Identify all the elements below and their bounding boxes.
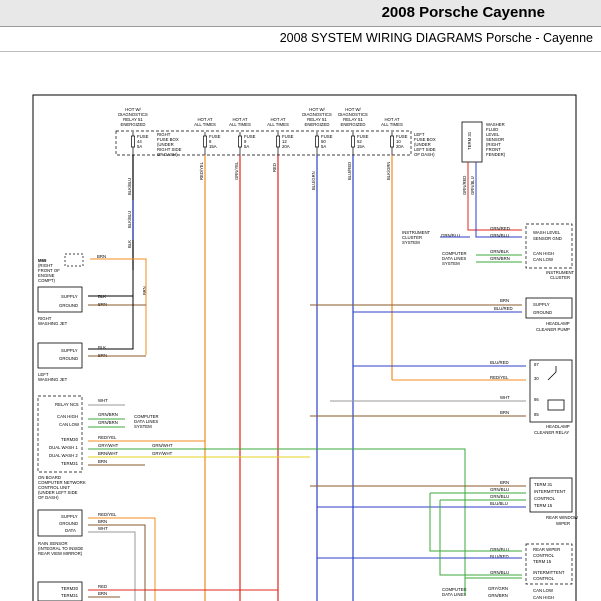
- fuse-rating-label: 52: [357, 139, 362, 144]
- svg-text:BLU/GRN: BLU/GRN: [311, 171, 316, 190]
- svg-text:85: 85: [534, 412, 539, 417]
- fuse-rating-label: 20A: [282, 144, 290, 149]
- fuse-rating-label: 5A: [137, 144, 143, 149]
- svg-text:GROUND: GROUND: [59, 303, 79, 308]
- svg-text:BRN: BRN: [500, 480, 510, 485]
- wiper-ctrl-wires: [317, 493, 522, 595]
- fuse-source-label: HOT W/: [345, 107, 361, 112]
- svg-text:CAN HIGH: CAN HIGH: [533, 595, 555, 600]
- fuse-symbol: [352, 132, 355, 155]
- svg-text:FLUID: FLUID: [486, 127, 499, 132]
- svg-text:CONTROL: CONTROL: [533, 576, 555, 581]
- svg-text:TERM31: TERM31: [61, 461, 78, 466]
- svg-text:SYSTEM: SYSTEM: [134, 424, 152, 429]
- svg-text:RELAY NC5: RELAY NC5: [55, 402, 79, 407]
- svg-text:DUAL WASH 1: DUAL WASH 1: [49, 445, 78, 450]
- fuse-source-label: RELAY 51: [307, 117, 327, 122]
- svg-text:GRY/WHT: GRY/WHT: [98, 443, 119, 448]
- svg-text:BRN: BRN: [97, 254, 107, 259]
- svg-text:WASHING JET: WASHING JET: [38, 377, 68, 382]
- svg-text:DATA LINES: DATA LINES: [134, 419, 159, 424]
- svg-text:GRN/YEL: GRN/YEL: [234, 161, 239, 180]
- svg-text:LEFT: LEFT: [38, 372, 49, 377]
- svg-text:GROUND: GROUND: [59, 356, 79, 361]
- svg-text:GRN/BRN: GRN/BRN: [490, 256, 510, 261]
- fuse-source-label: RELAY 51: [343, 117, 363, 122]
- fuse-source-label: ALL TIMES: [381, 122, 403, 127]
- svg-text:CLUSTER: CLUSTER: [402, 235, 423, 240]
- svg-text:GRN/RED: GRN/RED: [462, 175, 467, 195]
- svg-text:M65: M65: [38, 258, 47, 263]
- svg-text:WHT: WHT: [98, 526, 108, 531]
- svg-text:BLK/BLU: BLK/BLU: [127, 177, 132, 195]
- svg-text:TERM 31: TERM 31: [534, 482, 553, 487]
- svg-text:LEFT: LEFT: [414, 132, 425, 137]
- svg-text:ENGINE: ENGINE: [38, 273, 55, 278]
- instrument-cluster: [402, 224, 575, 280]
- fuse-source-label: DIAGNOSTICS: [338, 112, 368, 117]
- fuse-rating-label: 5A: [244, 144, 250, 149]
- fuse-source-label: HOT AT: [197, 117, 213, 122]
- svg-text:OF DASH): OF DASH): [414, 152, 435, 157]
- svg-text:DUAL WASH 2: DUAL WASH 2: [49, 453, 78, 458]
- svg-text:(INTEGRAL TO INSIDE: (INTEGRAL TO INSIDE: [38, 546, 84, 551]
- svg-text:RED/YEL: RED/YEL: [98, 435, 117, 440]
- svg-text:CLUSTER: CLUSTER: [550, 275, 571, 280]
- svg-text:CAN HIGH: CAN HIGH: [57, 414, 79, 419]
- svg-text:FRONT: FRONT: [486, 147, 501, 152]
- svg-text:WASHING JET: WASHING JET: [38, 321, 68, 326]
- svg-text:SUPPLY: SUPPLY: [533, 302, 550, 307]
- svg-text:BRN: BRN: [98, 353, 108, 358]
- svg-text:RED: RED: [98, 584, 108, 589]
- fuse-box-left-label: [414, 132, 436, 157]
- fuse-rating-label: FUSE: [396, 134, 408, 139]
- fuse-symbol: [132, 132, 135, 155]
- svg-text:GRN/WHT: GRN/WHT: [152, 443, 173, 448]
- fuse-rating-label: FUSE: [244, 134, 256, 139]
- fuse-rating-label: 44: [137, 139, 142, 144]
- svg-text:RIGHT: RIGHT: [38, 316, 52, 321]
- svg-text:FRONT OF: FRONT OF: [38, 268, 60, 273]
- fuse-symbol: [277, 132, 280, 155]
- svg-text:RED/YEL: RED/YEL: [98, 512, 117, 517]
- svg-text:BRN: BRN: [98, 591, 108, 596]
- svg-text:BLU/BLU: BLU/BLU: [490, 501, 508, 506]
- fuse-rating-label: 8: [209, 139, 212, 144]
- fuse-rating-label: 50: [321, 139, 326, 144]
- svg-text:87: 87: [534, 362, 539, 367]
- svg-text:REAR WIPER: REAR WIPER: [533, 547, 561, 552]
- svg-text:GROUND: GROUND: [533, 310, 553, 315]
- relay-wires: [310, 366, 526, 416]
- svg-text:CAN LOW: CAN LOW: [59, 422, 80, 427]
- svg-text:CONTROL: CONTROL: [533, 553, 555, 558]
- svg-text:FUSE BOX: FUSE BOX: [414, 137, 436, 142]
- svg-text:30: 30: [534, 376, 539, 381]
- svg-text:CAN LOW: CAN LOW: [533, 257, 554, 262]
- fuse-rating-label: 15A: [209, 144, 217, 149]
- m65-connector: [38, 254, 106, 283]
- fuse-rating-label: FUSE: [209, 134, 221, 139]
- fuse-9: [229, 117, 255, 155]
- svg-text:GRN/BRN: GRN/BRN: [98, 412, 118, 417]
- svg-text:TERM 31: TERM 31: [467, 131, 472, 150]
- fuse-rating-label: 20A: [396, 144, 404, 149]
- svg-text:LEFT SIDE: LEFT SIDE: [414, 147, 436, 152]
- fuse-rating-label: 12: [282, 139, 287, 144]
- svg-text:SENSOR: SENSOR: [486, 137, 505, 142]
- svg-text:RED/YEL: RED/YEL: [199, 162, 204, 180]
- svg-text:BRN: BRN: [500, 298, 510, 303]
- svg-text:OF DASH): OF DASH): [38, 495, 59, 500]
- svg-text:RIGHT SIDE: RIGHT SIDE: [157, 147, 182, 152]
- fuse-rating-label: FUSE: [282, 134, 294, 139]
- fuse-rating-label: 5A: [321, 144, 327, 149]
- fuse-rating-label: 10: [396, 139, 401, 144]
- washer-fluid-sensor: [462, 122, 506, 162]
- svg-text:CAN LOW: CAN LOW: [533, 588, 554, 593]
- svg-text:REAR VIEW MIRROR): REAR VIEW MIRROR): [38, 551, 83, 556]
- svg-text:FUSE BOX: FUSE BOX: [157, 137, 179, 142]
- svg-text:BLK: BLK: [98, 294, 107, 299]
- svg-text:CONTROL UNIT: CONTROL UNIT: [38, 485, 71, 490]
- svg-text:DATA LINES: DATA LINES: [442, 592, 467, 597]
- fuse-source-label: HOT AT: [384, 117, 400, 122]
- svg-text:(UNDER: (UNDER: [414, 142, 431, 147]
- fuse-source-label: DIAGNOSTICS: [118, 112, 148, 117]
- fuse-symbol: [391, 132, 394, 155]
- svg-text:TERM31: TERM31: [61, 593, 78, 598]
- svg-text:GRN/BLU: GRN/BLU: [441, 233, 461, 238]
- svg-text:GRN/BLK: GRN/BLK: [490, 249, 509, 254]
- svg-text:WASHER: WASHER: [486, 122, 505, 127]
- svg-text:RED: RED: [272, 163, 277, 172]
- fuse-box-right-label: [157, 132, 182, 157]
- fuse-12: [267, 117, 293, 155]
- svg-text:COMPUTER: COMPUTER: [442, 587, 467, 592]
- svg-text:BLK/BLU: BLK/BLU: [127, 210, 132, 228]
- svg-text:(UNDER: (UNDER: [157, 142, 174, 147]
- svg-text:BRN/WHT: BRN/WHT: [98, 451, 119, 456]
- svg-text:CAN HIGH: CAN HIGH: [533, 251, 555, 256]
- svg-text:INSTRUMENT: INSTRUMENT: [546, 270, 575, 275]
- pump-wires: [310, 305, 522, 312]
- svg-text:FENDER): FENDER): [486, 152, 506, 157]
- page-title: 2008 Porsche Cayenne: [381, 4, 545, 21]
- svg-text:INTERMITTENT: INTERMITTENT: [534, 489, 566, 494]
- svg-text:GRN/BLU: GRN/BLU: [490, 233, 510, 238]
- svg-text:GRN/BLU: GRN/BLU: [490, 547, 510, 552]
- fuse-rating-label: FUSE: [321, 134, 333, 139]
- svg-text:CONTROL: CONTROL: [534, 496, 556, 501]
- svg-text:GRN/RED: GRN/RED: [490, 226, 510, 231]
- svg-text:COMPUTER NETWORK: COMPUTER NETWORK: [38, 480, 86, 485]
- svg-text:TERM 15: TERM 15: [533, 559, 552, 564]
- fuse-source-label: ENERGIZED: [120, 122, 146, 127]
- fuse-source-label: HOT W/: [309, 107, 325, 112]
- svg-text:86: 86: [534, 397, 539, 402]
- svg-text:HEADLAMP: HEADLAMP: [546, 321, 570, 326]
- fuse-8: [194, 117, 220, 155]
- svg-text:(RIGHT: (RIGHT: [486, 142, 501, 147]
- svg-text:INSTRUMENT: INSTRUMENT: [402, 230, 431, 235]
- svg-text:HEADLAMP: HEADLAMP: [546, 424, 570, 429]
- bottom-left-unit: [38, 582, 107, 601]
- svg-text:BRN: BRN: [98, 302, 108, 307]
- fuse-wire-labels: [127, 161, 391, 295]
- fuse-10: [381, 117, 407, 155]
- svg-text:GROUND: GROUND: [59, 521, 79, 526]
- fuse-symbol: [316, 132, 319, 155]
- svg-text:RIGHT: RIGHT: [157, 132, 171, 137]
- svg-text:BRN: BRN: [500, 410, 510, 415]
- svg-text:WHT: WHT: [98, 398, 108, 403]
- svg-text:SUPPLY: SUPPLY: [61, 514, 78, 519]
- svg-text:BRN: BRN: [98, 459, 108, 464]
- fuse-source-label: ENERGIZED: [340, 122, 366, 127]
- svg-text:BLU/RED: BLU/RED: [490, 360, 509, 365]
- fuse-source-label: HOT W/: [125, 107, 141, 112]
- svg-text:BLU/RED: BLU/RED: [347, 161, 352, 180]
- headlamp-cleaner-pump: [494, 298, 572, 332]
- svg-text:CLEANER PUMP: CLEANER PUMP: [536, 327, 570, 332]
- svg-text:GRN/BRN: GRN/BRN: [488, 593, 508, 598]
- svg-text:CLEANER RELAY: CLEANER RELAY: [534, 430, 570, 435]
- svg-text:REAR WINDOW: REAR WINDOW: [546, 515, 578, 520]
- rear-window-wiper: [490, 478, 579, 526]
- svg-text:WIPER: WIPER: [556, 521, 571, 526]
- page-subtitle: 2008 SYSTEM WIRING DIAGRAMS Porsche - Cayenne: [279, 31, 593, 45]
- svg-text:GRY/GRN: GRY/GRN: [488, 586, 508, 591]
- svg-text:BRN: BRN: [98, 519, 108, 524]
- svg-text:RAIN SENSOR: RAIN SENSOR: [38, 541, 68, 546]
- svg-text:GRN/BLU: GRN/BLU: [490, 570, 510, 575]
- fuse-symbol: [239, 132, 242, 155]
- fuse-source-label: ALL TIMES: [267, 122, 289, 127]
- rain-sensor: [38, 510, 117, 556]
- washing-jet-wires: [88, 259, 146, 356]
- svg-text:COMPT): COMPT): [38, 278, 55, 283]
- fuse-source-label: RELAY 51: [123, 117, 143, 122]
- svg-text:BLK: BLK: [127, 240, 132, 248]
- svg-text:COMPUTER: COMPUTER: [134, 414, 159, 419]
- right-washing-jet: [38, 287, 107, 326]
- svg-text:GRN/BLU: GRN/BLU: [490, 487, 510, 492]
- svg-text:BLU/RED: BLU/RED: [494, 306, 513, 311]
- svg-text:BLU/RED: BLU/RED: [490, 554, 509, 559]
- fuse-source-label: ALL TIMES: [229, 122, 251, 127]
- svg-text:WASH LEVEL: WASH LEVEL: [533, 230, 561, 235]
- svg-text:LEVEL: LEVEL: [486, 132, 500, 137]
- svg-text:ON BOARD: ON BOARD: [38, 475, 61, 480]
- svg-text:GRY/WHT: GRY/WHT: [152, 451, 173, 456]
- svg-text:SENSOR GND: SENSOR GND: [533, 236, 562, 241]
- fuse-source-label: HOT AT: [232, 117, 248, 122]
- svg-text:TERM 15: TERM 15: [534, 503, 553, 508]
- svg-text:TERM30: TERM30: [61, 586, 78, 591]
- fuse-source-label: ENERGIZED: [304, 122, 330, 127]
- fuse-rating-label: 9: [244, 139, 247, 144]
- bottom-left-wires: [88, 590, 278, 597]
- fuse-symbol: [204, 132, 207, 155]
- svg-text:(RIGHT: (RIGHT: [38, 263, 53, 268]
- svg-text:BRN: BRN: [142, 286, 147, 295]
- svg-text:BLK: BLK: [98, 345, 107, 350]
- svg-text:OF DASH): OF DASH): [157, 152, 178, 157]
- svg-text:RED/YEL: RED/YEL: [490, 375, 509, 380]
- onboard-network-unit: [38, 396, 173, 500]
- svg-text:COMPUTER: COMPUTER: [442, 251, 467, 256]
- svg-text:SUPPLY: SUPPLY: [61, 348, 78, 353]
- fuse-rating-label: FUSE: [357, 134, 369, 139]
- svg-text:SYSTEM: SYSTEM: [402, 240, 420, 245]
- svg-text:WHT: WHT: [500, 395, 510, 400]
- svg-text:DATA: DATA: [65, 528, 76, 533]
- svg-text:SUPPLY: SUPPLY: [61, 294, 78, 299]
- fuse-rating-label: 15A: [357, 144, 365, 149]
- fuse-source-label: ALL TIMES: [194, 122, 216, 127]
- svg-text:TERM30: TERM30: [61, 437, 78, 442]
- rear-wiper-control: [442, 544, 572, 600]
- svg-text:(UNDER LEFT SIDE: (UNDER LEFT SIDE: [38, 490, 78, 495]
- headlamp-cleaner-relay: [490, 360, 572, 435]
- svg-text:GRN/BLU: GRN/BLU: [470, 176, 475, 195]
- svg-text:BLK/GRN: BLK/GRN: [386, 161, 391, 180]
- svg-text:SYSTEM: SYSTEM: [442, 261, 460, 266]
- svg-text:DATA LINES: DATA LINES: [442, 256, 467, 261]
- fuse-source-label: DIAGNOSTICS: [302, 112, 332, 117]
- fuse-wires: [133, 155, 392, 601]
- fuse-rating-label: FUSE: [137, 134, 149, 139]
- svg-text:GRN/BLU: GRN/BLU: [490, 494, 510, 499]
- fuse-source-label: HOT AT: [270, 117, 286, 122]
- svg-text:GRN/BRN: GRN/BRN: [98, 420, 118, 425]
- svg-text:INTERMITTENT: INTERMITTENT: [533, 570, 565, 575]
